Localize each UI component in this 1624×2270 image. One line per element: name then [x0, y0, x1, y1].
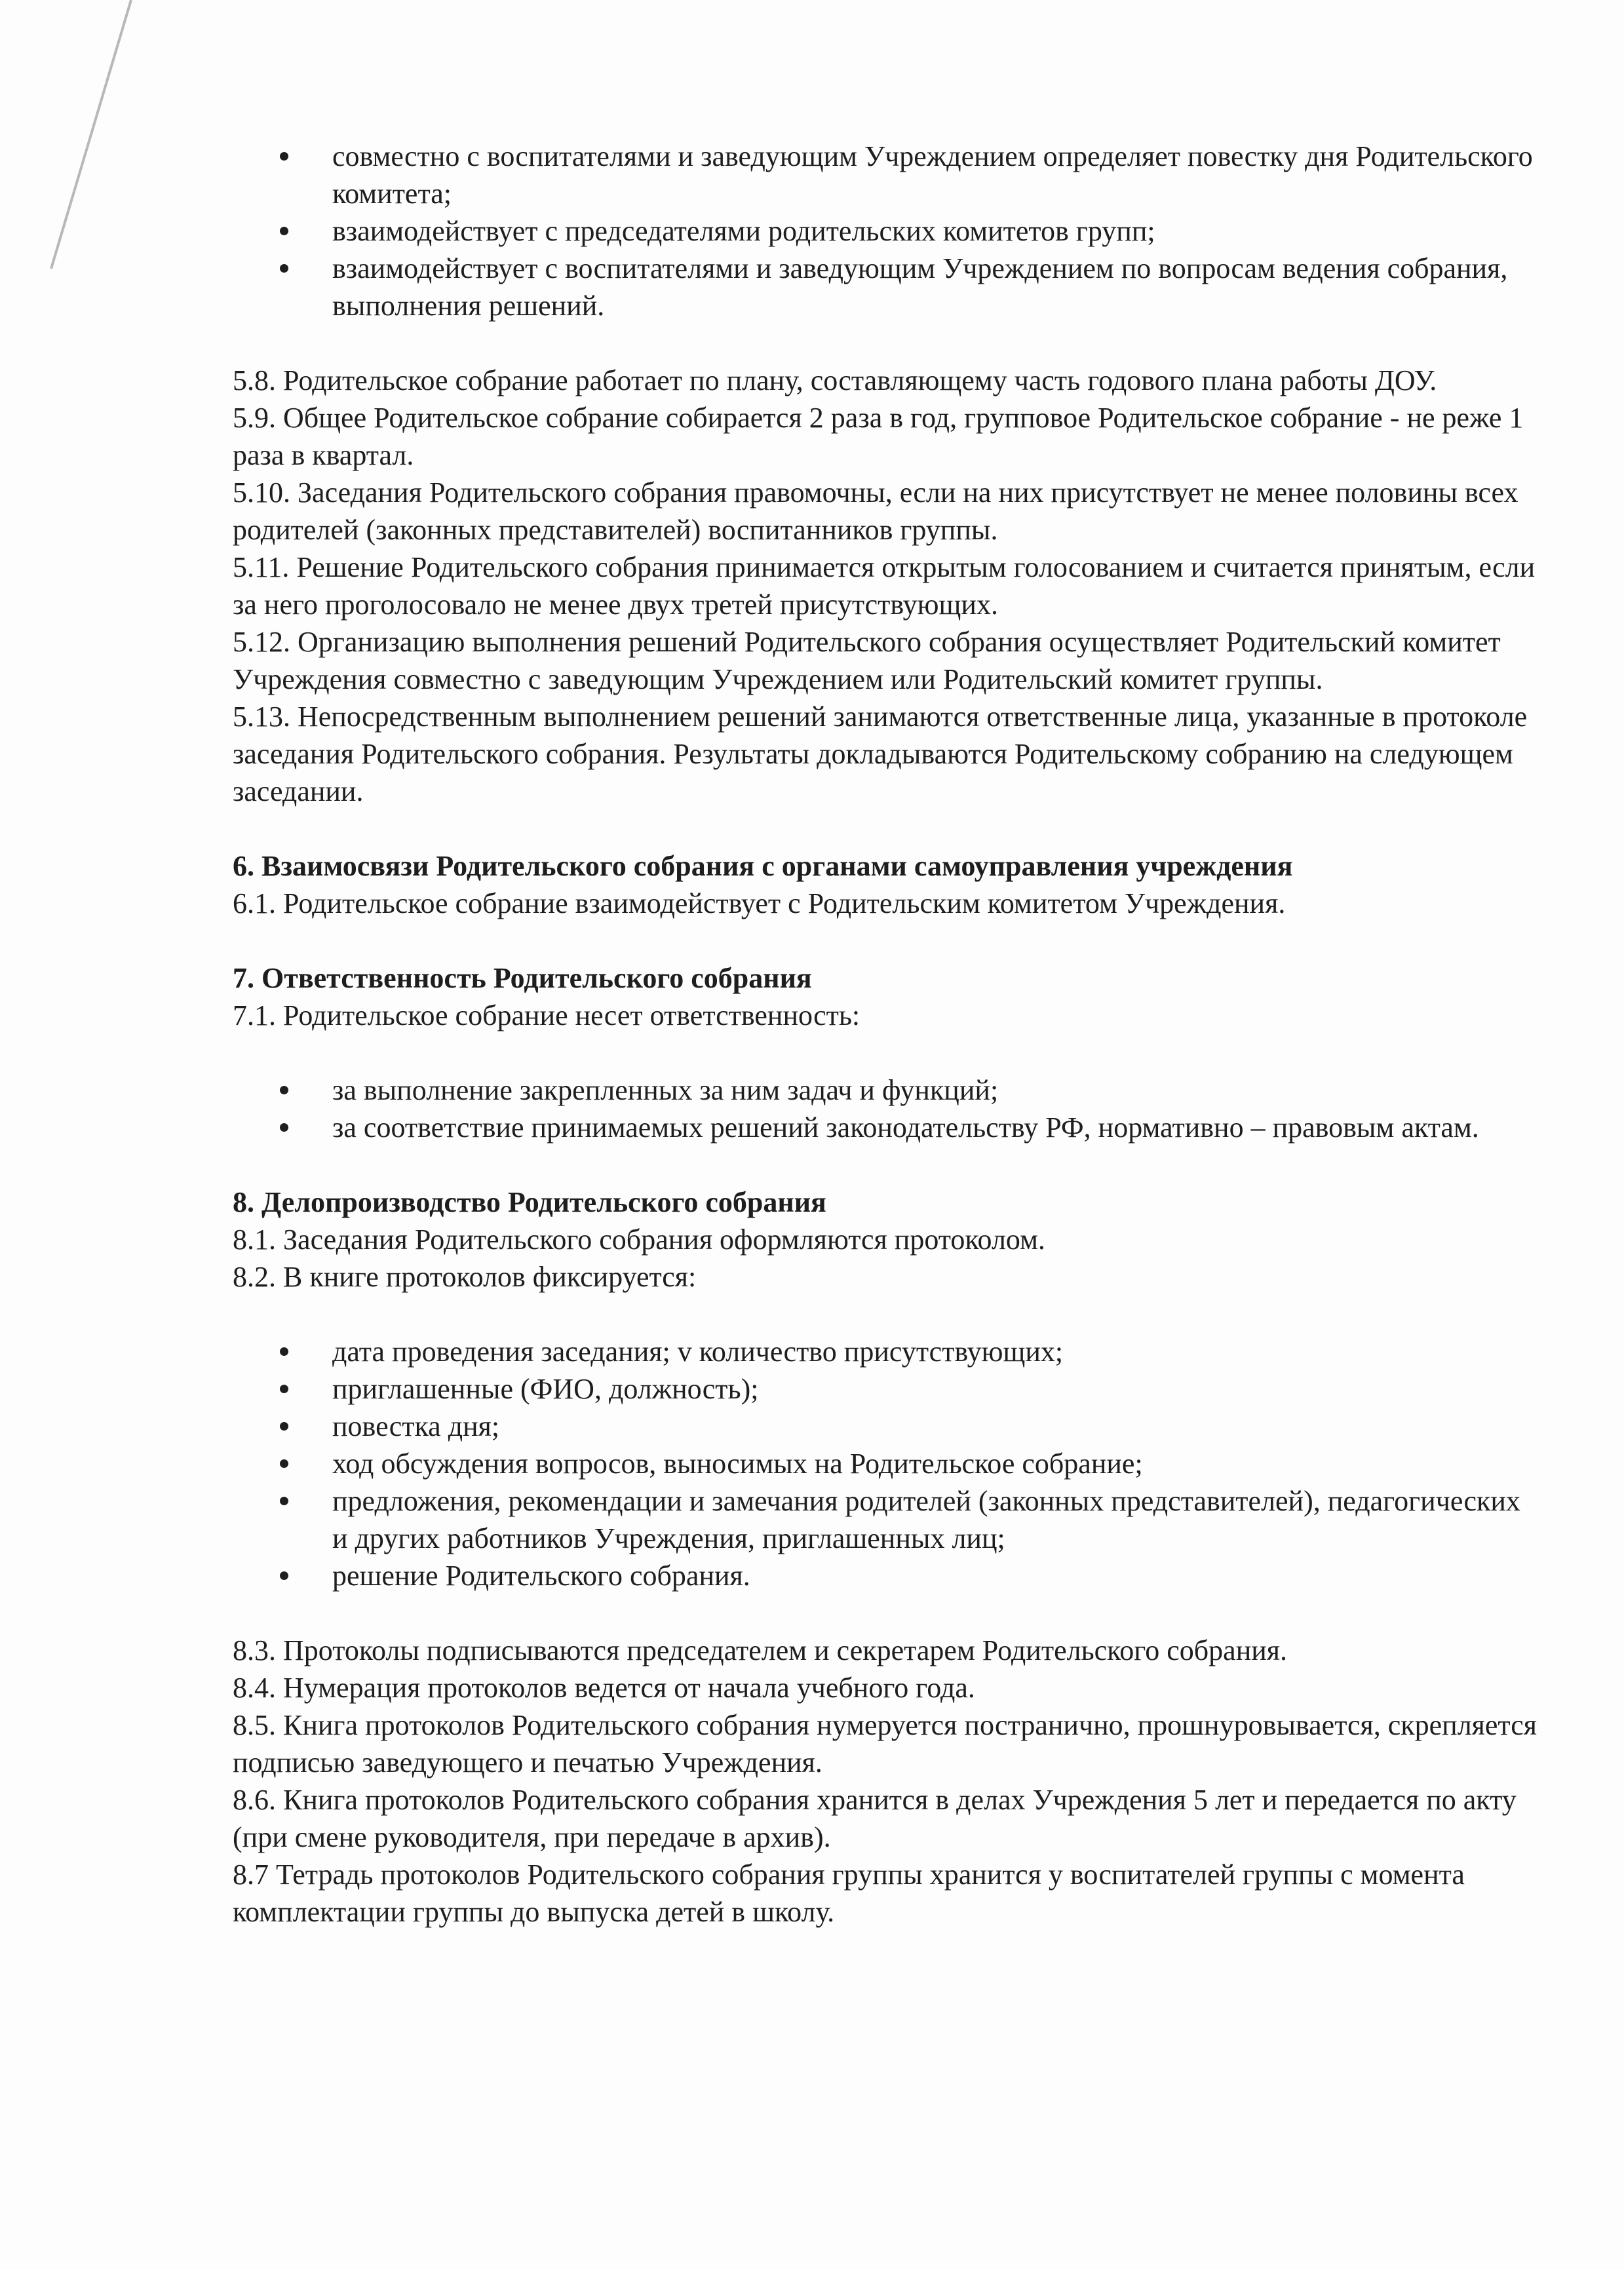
- document-page: [233, 138, 1537, 1931]
- bullet-icon: [280, 1347, 288, 1356]
- scan-fold-line: [0, 0, 170, 288]
- list-item: взаимодействует с председателями родительских комитетов групп;: [233, 212, 1537, 250]
- paragraph-5-8: 5.8. Родительское собрание работает по плану, составляющему часть годового плана работы ДОУ.: [233, 364, 1437, 396]
- paragraph-5-10: 5.10. Заседания Родительского собрания правомочны, если на них присутствует не менее половины всех родителей (законных представителей) воспитанников группы.: [233, 476, 1518, 546]
- paragraph-8-3: 8.3. Протоколы подписываются председателем и секретарем Родительского собрания.: [233, 1634, 1288, 1666]
- list-item: за выполнение закрепленных за ним задач и функций;: [233, 1071, 1537, 1109]
- bullet-icon: [280, 152, 288, 161]
- list-item: совместно с воспитателями и заведующим Учреждением определяет повестку дня Родительского комитета;: [233, 138, 1537, 212]
- paragraph-5-12: 5.12. Организацию выполнения решений Родительского собрания осуществляет Родительский комитет Учреждения совместно с заведующим Учреждением или Родительский комитет группы.: [233, 626, 1501, 695]
- paragraph-8-4: 8.4. Нумерация протоколов ведется от начала учебного года.: [233, 1672, 975, 1704]
- list-item: приглашенные (ФИО, должность);: [233, 1370, 1537, 1408]
- bullet-icon: [280, 1123, 288, 1132]
- bullet-icon: [280, 1571, 288, 1580]
- paragraph-6-1: 6.1. Родительское собрание взаимодействует с Родительским комитетом Учреждения.: [233, 887, 1286, 919]
- list-item: предложения, рекомендации и замечания родителей (законных представителей), педагогических и других работников Учреждения, приглашенных лиц;: [233, 1482, 1537, 1557]
- bullet-icon: [280, 1385, 288, 1393]
- bullet-icon: [280, 264, 288, 273]
- bullet-icon: [280, 1497, 288, 1505]
- bullet-icon: [280, 1422, 288, 1431]
- list-item: за соответствие принимаемых решений законодательству РФ, нормативно – правовым актам.: [233, 1109, 1537, 1146]
- bullet-icon: [280, 1459, 288, 1468]
- list-item: ход обсуждения вопросов, выносимых на Родительское собрание;: [233, 1445, 1537, 1482]
- paragraph-5-9: 5.9. Общее Родительское собрание собирается 2 раза в год, групповое Родительское собрание - не реже 1 раза в квартал.: [233, 402, 1524, 471]
- section-7-heading: 7. Ответственность Родительского собрания: [233, 962, 812, 994]
- protocol-contents-list: [233, 1333, 1537, 1594]
- paragraph-5-11: 5.11. Решение Родительского собрания принимается открытым голосованием и считается принятым, если за него проголосовало не менее двух третей присутствующих.: [233, 551, 1536, 621]
- list-item: дата проведения заседания; v количество присутствующих;: [233, 1333, 1537, 1370]
- paragraph-7-1: 7.1. Родительское собрание несет ответственность:: [233, 999, 860, 1031]
- responsibility-list: [233, 1071, 1537, 1146]
- bullet-icon: [280, 227, 288, 235]
- paragraph-8-1: 8.1. Заседания Родительского собрания оформляются протоколом.: [233, 1223, 1045, 1256]
- paragraph-8-2: 8.2. В книге протоколов фиксируется:: [233, 1261, 697, 1293]
- list-item: взаимодействует с воспитателями и заведующим Учреждением по вопросам ведения собрания, выполнения решений.: [233, 250, 1537, 324]
- paragraph-5-13: 5.13. Непосредственным выполнением решений занимаются ответственные лица, указанные в протоколе заседания Родительского собрания. Результаты докладываются Родительскому собранию на следующем заседании.: [233, 701, 1528, 807]
- paragraph-8-7: 8.7 Тетрадь протоколов Родительского собрания группы хранится у воспитателей группы с момента комплектации группы до выпуска детей в школу.: [233, 1858, 1465, 1928]
- section-8-heading: 8. Делопроизводство Родительского собрания: [233, 1186, 826, 1218]
- paragraph-8-6: 8.6. Книга протоколов Родительского собрания хранится в делах Учреждения 5 лет и передается по акту (при смене руководителя, при передаче в архив).: [233, 1784, 1517, 1853]
- bullet-icon: [280, 1086, 288, 1094]
- list-item: решение Родительского собрания.: [233, 1557, 1537, 1594]
- paragraph-8-5: 8.5. Книга протоколов Родительского собрания нумеруется постранично, прошнуровывается, скрепляется подписью заведующего и печатью Учреждения.: [233, 1709, 1537, 1779]
- committee-duties-list: [233, 138, 1537, 324]
- section-6-heading: 6. Взаимосвязи Родительского собрания с органами самоуправления учреждения: [233, 850, 1293, 882]
- list-item: повестка дня;: [233, 1408, 1537, 1445]
